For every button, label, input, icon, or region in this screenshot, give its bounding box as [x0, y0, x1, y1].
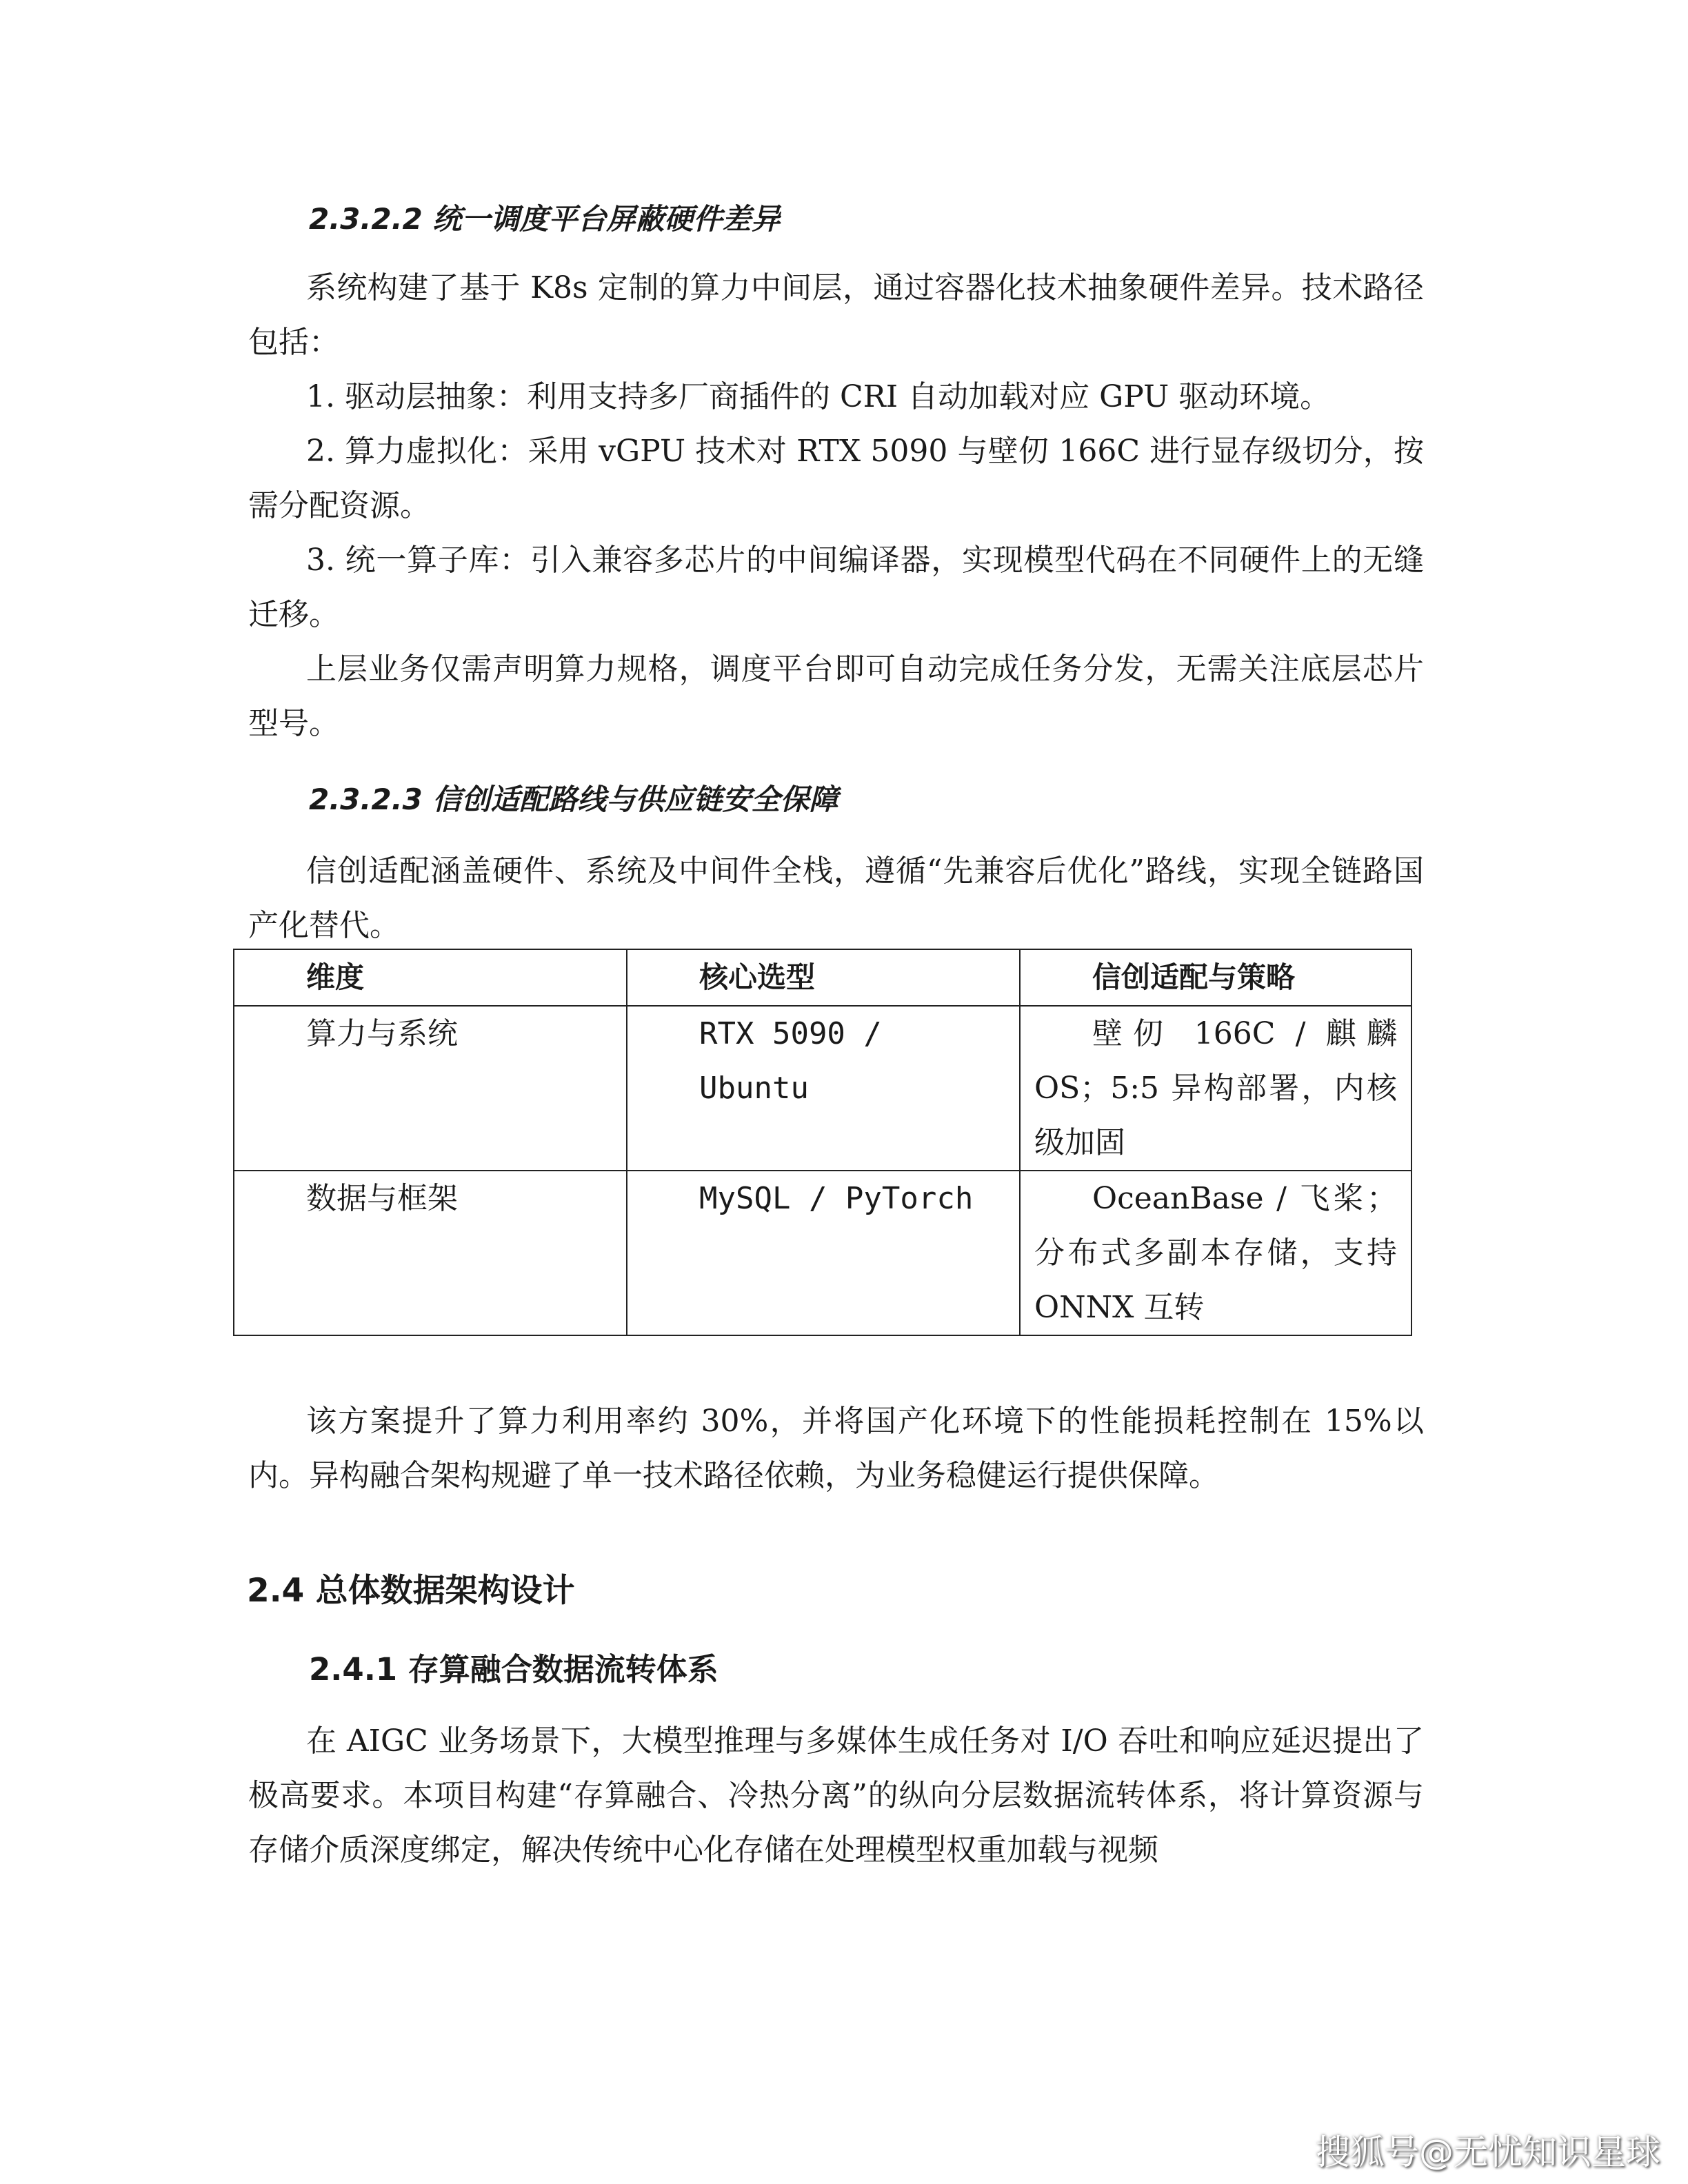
table-cell-core-selection: RTX 5090 / Ubuntu: [627, 1006, 1020, 1171]
list-item-2: 2. 算力虚拟化：采用 vGPU 技术对 RTX 5090 与壁仞 166C 进行显存级切分，按需分配资源。: [248, 434, 1424, 523]
table-cell-dimension: 算力与系统: [234, 1006, 627, 1171]
table-cell-strategy-text: 壁仞 166C / 麒麟 OS；5:5 异构部署，内核级加固: [1034, 1016, 1397, 1160]
table-cell-strategy: [1020, 1006, 1411, 1171]
heading-2-4-1: 2.4.1 存算融合数据流转体系: [309, 1651, 719, 1688]
paragraph-intro-2-3-2-2: 系统构建了基于 K8s 定制的算力中间层，通过容器化技术抽象硬件差异。技术路径包括：: [248, 270, 1424, 360]
list-item-1: 1. 驱动层抽象：利用支持多厂商插件的 CRI 自动加载对应 GPU 驱动环境。: [306, 379, 1331, 414]
paragraph-summary: 该方案提升了算力利用率约 30%，并将国产化环境下的性能损耗控制在 15%以内。异构融合架构规避了单一技术路径依赖，为业务稳健运行提供保障。: [248, 1404, 1424, 1493]
heading-2-3-2-2: 2.3.2.2 统一调度平台屏蔽硬件差异: [309, 202, 781, 236]
paragraph-intro-2-3-2-3: 信创适配涵盖硬件、系统及中间件全栈，遵循“先兼容后优化”路线，实现全链路国产化替代。: [248, 853, 1424, 943]
table-row: [234, 1171, 1411, 1335]
watermark: 搜狐号@无忧知识星球: [1316, 2132, 1660, 2172]
table-cell-strategy-text: OceanBase / 飞桨；分布式多副本存储，支持 ONNX 互转: [1034, 1181, 1397, 1325]
paragraph-2-4-1: 在 AIGC 业务场景下，大模型推理与多媒体生成任务对 I/O 吞吐和响应延迟提出了极高要求。本项目构建“存算融合、冷热分离”的纵向分层数据流转体系，将计算资源与存储介质深度绑定，解决传统中心化存储在处理模型权重加载与视频: [248, 1723, 1424, 1868]
heading-2-3-2-3: 2.3.2.3 信创适配路线与供应链安全保障: [309, 782, 838, 816]
table-header-cell: 维度: [234, 949, 627, 1006]
list-item-3: 3. 统一算子库：引入兼容多芯片的中间编译器，实现模型代码在不同硬件上的无缝迁移。: [248, 543, 1424, 632]
table-cell-strategy: [1020, 1171, 1411, 1335]
paragraph-closing-2-3-2-2: 上层业务仅需声明算力规格，调度平台即可自动完成任务分发，无需关注底层芯片型号。: [248, 651, 1424, 741]
xinchuang-table: [233, 949, 1412, 1336]
table-cell-dimension: 数据与框架: [234, 1171, 627, 1335]
table-row: [234, 1006, 1411, 1171]
table-header-cell: 核心选型: [627, 949, 1020, 1006]
table-cell-core-selection: MySQL / PyTorch: [627, 1171, 1020, 1335]
heading-2-4: 2.4 总体数据架构设计: [247, 1572, 575, 1610]
table-header-cell: 信创适配与策略: [1020, 949, 1411, 1006]
table-header-row: [234, 949, 1411, 1006]
